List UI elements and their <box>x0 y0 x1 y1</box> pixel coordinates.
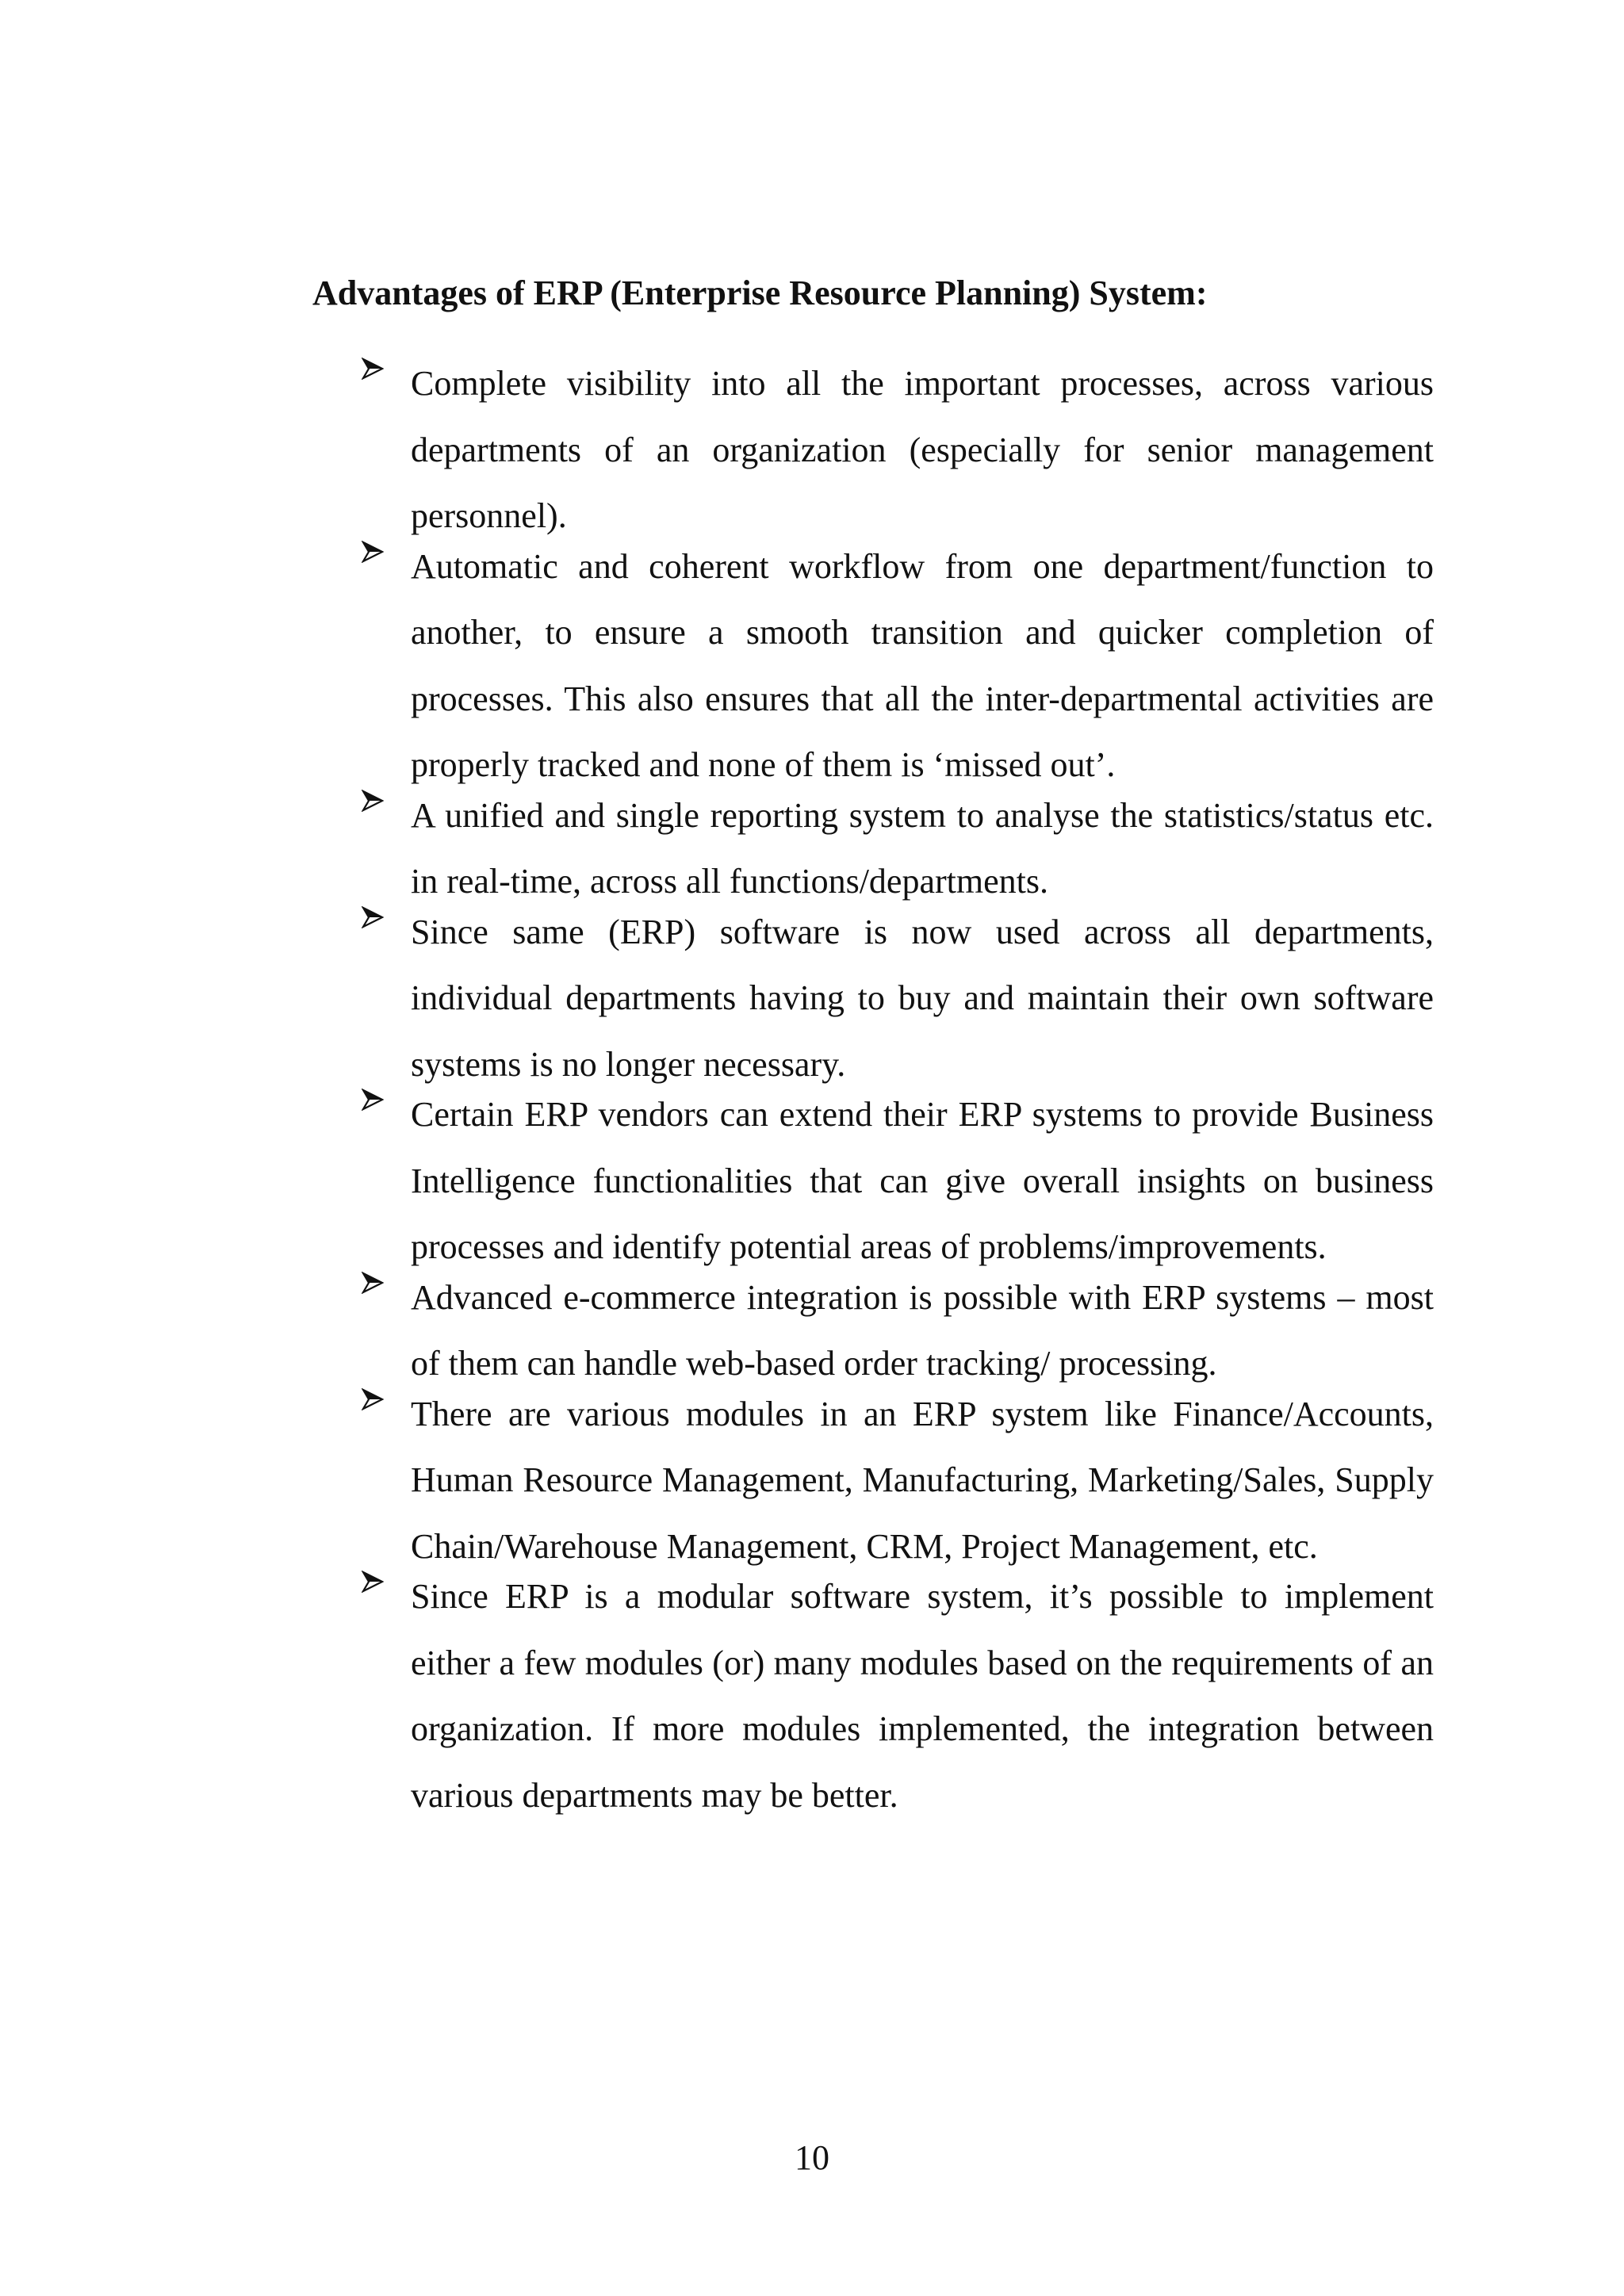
arrowhead-bullet-icon <box>362 1272 384 1294</box>
arrowhead-bullet-icon <box>362 541 384 563</box>
section-heading: Advantages of ERP (Enterprise Resource Planning) System: <box>312 274 1208 312</box>
arrowhead-bullet-icon <box>362 358 384 380</box>
arrowhead-bullet-icon <box>362 906 384 928</box>
advantages-list <box>0 366 1624 1828</box>
list-item-text: There are various modules in an ERP system like Finance/Accounts, Human Resource Management, Manufacturing, Marketing/Sales, Supply Chain/Warehouse Management, CRM, Project Management, etc. <box>411 1394 1434 1566</box>
list-item-text: A unified and single reporting system to analyse the statistics/status etc. in real-time, across all functions/departments. <box>411 795 1434 901</box>
list-item-text: Certain ERP vendors can extend their ERP systems to provide Business Intelligence functionalities that can give overall insights on business processes and identify potential areas of problems/improvements. <box>411 1095 1434 1266</box>
arrowhead-bullet-icon <box>362 1388 384 1410</box>
list-item-text: Since same (ERP) software is now used across all departments, individual departments having to buy and maintain their own software systems is no longer necessary. <box>411 912 1434 1084</box>
page-number: 10 <box>795 2138 829 2177</box>
arrowhead-bullet-icon <box>362 1571 384 1593</box>
list-item <box>0 1381 1434 1580</box>
list-item <box>0 1081 1434 1280</box>
list-item <box>0 1265 1434 1397</box>
list-item-text: Complete visibility into all the important processes, across various departments of an organization (especially for senior management personnel). <box>411 364 1434 535</box>
list-item <box>0 1563 1434 1828</box>
arrowhead-bullet-icon <box>362 790 384 812</box>
list-item-text: Since ERP is a modular software system, it’s possible to implement either a few modules (or) many modules based on the requirements of an organization. If more modules implemented, the integration between various departments may be better. <box>411 1577 1434 1815</box>
list-item <box>0 783 1434 915</box>
list-item <box>0 350 1434 549</box>
arrowhead-bullet-icon <box>362 1089 384 1111</box>
list-item <box>0 534 1434 798</box>
list-item <box>0 899 1434 1098</box>
list-item-text: Automatic and coherent workflow from one department/function to another, to ensure a smooth transition and quicker completion of processes. This also ensures that all the inter-departmental activities are properly tracked and none of them is ‘missed out’. <box>411 546 1434 784</box>
list-item-text: Advanced e-commerce integration is possible with ERP systems – most of them can handle web-based order tracking/ processing. <box>411 1277 1434 1383</box>
